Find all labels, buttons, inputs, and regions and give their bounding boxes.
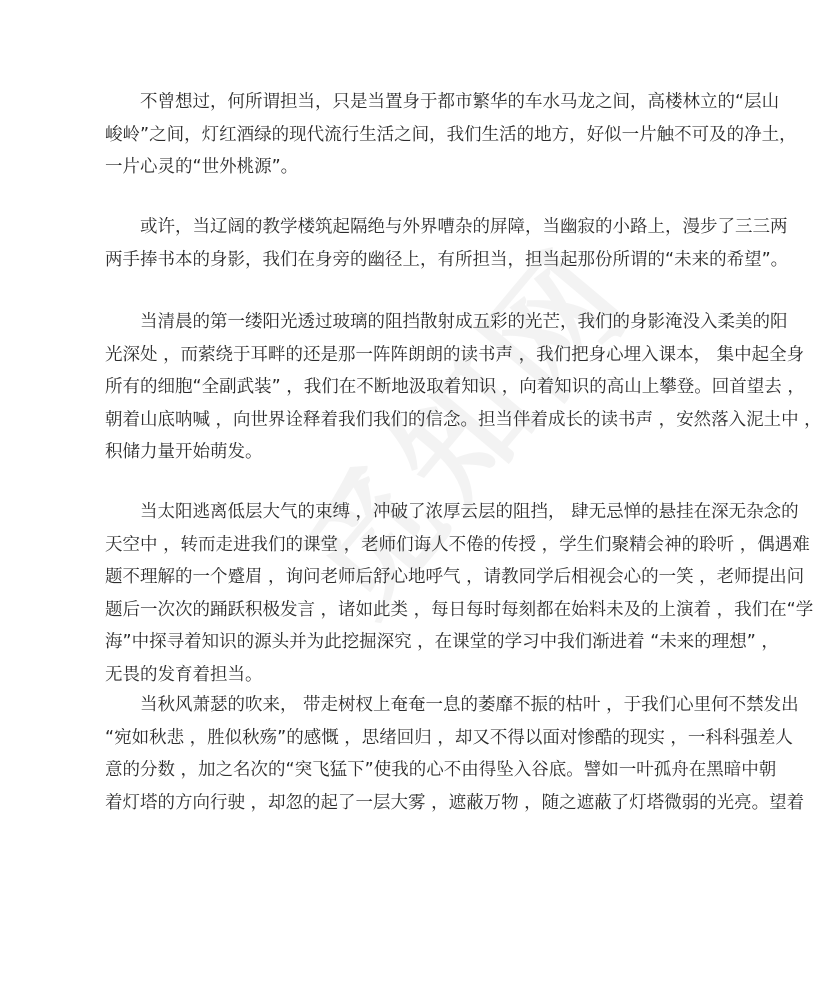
text-line: 天空中 ，转而走进我们的课堂 ，老师们诲人不倦的传授 ，学生们聚精会神的聆听 ，偶遇难 (105, 534, 810, 555)
text-line: 所有的细胞“全副武装” ，我们在不断地汲取着知识 ，向着知识的高山上攀登。回首望去 ， (105, 377, 805, 397)
paragraph-5 (105, 689, 805, 819)
text-line: 当秋风萧瑟的吹来， 带走树杈上奄奄一息的萎靡不振的枯叶 ，于我们心里何不禁发出 (140, 695, 799, 715)
text-line: 两手捧书本的身影，我们在身旁的幽径上，有所担当，担当起那份所谓的“未来的希望”。 (105, 249, 789, 270)
text-line: 当清晨的第一缕阳光透过玻璃的阻挡散射成五彩的光芒，我们的身影淹没入柔美的阳 (140, 312, 788, 332)
text-line: 或许，当辽阔的教学楼筑起隔绝与外界嘈杂的屏障，当幽寂的小路上，漫步了三三两 (140, 217, 788, 237)
text-line: 积储力量开始萌发。 (105, 442, 263, 462)
text-line: 当太阳逃离低层大气的束缚 ，冲破了浓厚云层的阻挡， 肆无忌惮的悬挂在深无杂念的 (140, 502, 799, 522)
text-line: 题后一次次的踊跃积极发言 ，诸如此类 ，每日每时每刻都在始料未及的上演着 ，我们在“学 (105, 599, 814, 620)
text-line: “宛如秋悲 ，胜似秋殇”的感慨 ，思绪回归 ，却又不得以面对惨酷的现实 ，一科科强差人 (105, 727, 793, 748)
paragraph-3 (105, 306, 822, 469)
text-line: 峻岭”之间，灯红酒绿的现代流行生活之间，我们生活的地方，好似一片触不可及的净土， (105, 124, 797, 145)
paragraph-1 (105, 86, 797, 184)
text-line: 朝着山底呐喊 ，向世界诠释着我们我们的信念。担当伴着成长的读书声 ，安然落入泥土中 ， (105, 409, 822, 430)
text-line: 光深处 ，而萦绕于耳畔的还是那一阵阵朗朗的读书声 ，我们把身心埋入课本， 集中起全身 (105, 344, 805, 365)
paragraph-4 (105, 496, 814, 691)
text-line: 无畏的发育着担当。 (105, 664, 263, 685)
text-line: 着灯塔的方向行驶 ，却忽的起了一层大雾 ，遮蔽万物 ，随之遮蔽了灯塔微弱的光亮。望着 (105, 792, 805, 813)
text-line: 意的分数 ，加之名次的“突飞猛下”使我的心不由得坠入谷底。譬如一叶孤舟在黑暗中朝 (105, 760, 777, 780)
paragraph-2 (105, 211, 789, 276)
text-line: 题不理解的一个蹙眉 ，询问老师后舒心地呼气 ，请教同学后相视会心的一笑 ，老师提出问 (105, 567, 805, 587)
text-line: 海”中探寻着知识的源头并为此挖掘深究 ，在课堂的学习中我们渐进着 “未来的理想” ， (105, 632, 779, 652)
text-line: 不曾想过，何所谓担当，只是当置身于都市繁华的车水马龙之间，高楼林立的“层山 (140, 92, 780, 112)
text-line: 一片心灵的“世外桃源”。 (105, 157, 299, 177)
